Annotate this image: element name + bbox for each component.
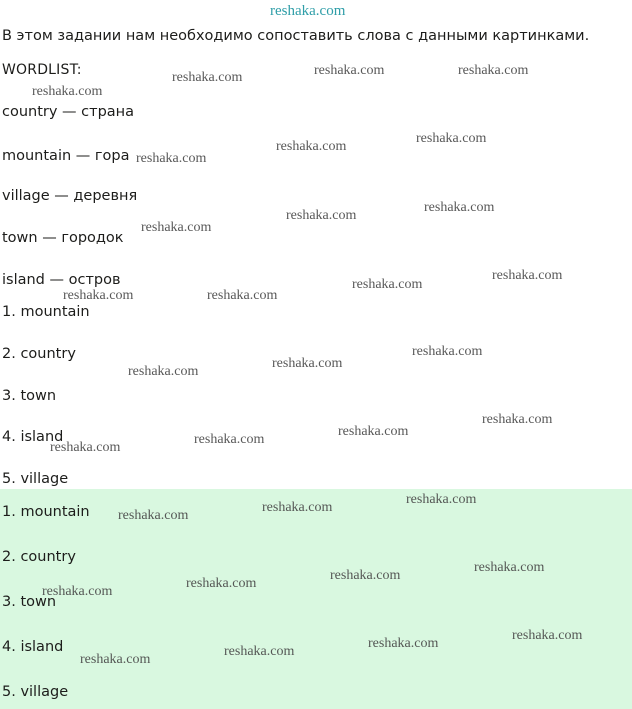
watermark: reshaka.com <box>50 440 121 455</box>
watermark: reshaka.com <box>186 576 257 591</box>
watermark: reshaka.com <box>412 344 483 359</box>
watermark: reshaka.com <box>416 131 487 146</box>
answer-second-2: 2. country <box>2 549 76 565</box>
answer-first-4: 4. island <box>2 429 64 445</box>
watermark: reshaka.com <box>194 432 265 447</box>
answer-first-5: 5. village <box>2 471 69 487</box>
watermark: reshaka.com <box>482 412 553 427</box>
watermark: reshaka.com <box>141 220 212 235</box>
wordlist-heading: WORDLIST: <box>2 62 82 78</box>
wordlist-item-island: island — остров <box>2 272 121 288</box>
watermark: reshaka.com <box>368 636 439 651</box>
watermark: reshaka.com <box>42 584 113 599</box>
answer-second-4: 4. island <box>2 639 64 655</box>
watermark: reshaka.com <box>512 628 583 643</box>
watermark: reshaka.com <box>32 84 103 99</box>
watermark: reshaka.com <box>118 508 189 523</box>
watermark: reshaka.com <box>474 560 545 575</box>
answer-second-5: 5. village <box>2 684 69 700</box>
answer-first-1: 1. mountain <box>2 304 90 320</box>
watermark: reshaka.com <box>314 63 385 78</box>
watermark: reshaka.com <box>330 568 401 583</box>
task-intro-text: В этом задании нам необходимо сопоставить слова с данными картинками. <box>2 28 590 44</box>
watermark: reshaka.com <box>136 151 207 166</box>
answer-second-1: 1. mountain <box>2 504 90 520</box>
watermark: reshaka.com <box>424 200 495 215</box>
answer-first-2: 2. country <box>2 346 76 362</box>
watermark: reshaka.com <box>338 424 409 439</box>
wordlist-item-country: country — страна <box>2 104 135 120</box>
watermark: reshaka.com <box>172 70 243 85</box>
watermark: reshaka.com <box>80 652 151 667</box>
watermark: reshaka.com <box>458 63 529 78</box>
watermark: reshaka.com <box>262 500 333 515</box>
wordlist-item-town: town — городок <box>2 230 124 246</box>
watermark: reshaka.com <box>492 268 563 283</box>
wordlist-item-mountain: mountain — гора <box>2 148 130 164</box>
answer-first-3: 3. town <box>2 388 57 404</box>
answer-second-3: 3. town <box>2 594 57 610</box>
watermark: reshaka.com <box>207 288 278 303</box>
watermark: reshaka.com <box>276 139 347 154</box>
watermark: reshaka.com <box>224 644 295 659</box>
wordlist-item-village: village — деревня <box>2 188 138 204</box>
watermark: reshaka.com <box>406 492 477 507</box>
watermark: reshaka.com <box>352 277 423 292</box>
watermark: reshaka.com <box>128 364 199 379</box>
watermark: reshaka.com <box>272 356 343 371</box>
watermark: reshaka.com <box>286 208 357 223</box>
site-watermark-title: reshaka.com <box>270 3 346 19</box>
watermark: reshaka.com <box>63 288 134 303</box>
